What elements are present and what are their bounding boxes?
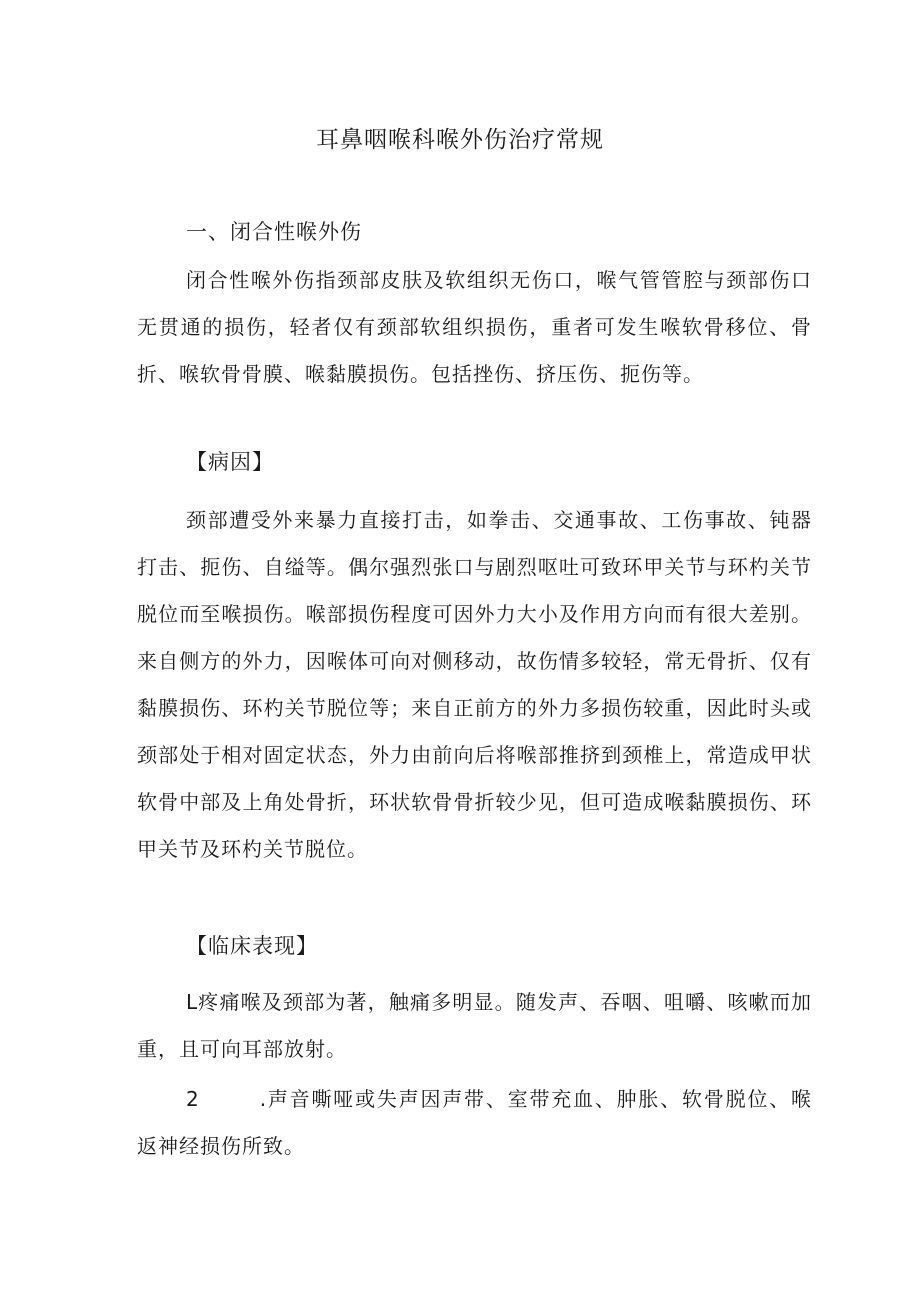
clinical-heading: 【临床表现】 xyxy=(186,934,318,958)
etiology-paragraph: 颈部遭受外来暴力直接打击，如拳击、交通事故、工伤事故、钝器打击、扼伤、自缢等。偶尔强烈张口与剧烈呕吐可致环甲关节与环杓关节脱位而至喉损伤。喉部损伤程度可因外力大小及作用方向而有很大差别。来自侧方的外力，因喉体可向对侧移动，故伤情多较轻，常无骨折、仅有黏膜损伤、环杓关节脱位等；来自正前方的外力多损伤较重，因此时头或颈部处于相对固定状态，外力由前向后将喉部推挤到颈椎上，常造成甲状软骨中部及上角处骨折，环状软骨骨折较少见，但可造成喉黏膜损伤、环甲关节及环杓关节脱位。 xyxy=(137,508,812,861)
clinical-item-2-number: 2 xyxy=(186,1087,200,1111)
clinical-item-2 xyxy=(137,1076,812,1170)
document-title: 耳鼻咽喉科喉外伤治疗常规 xyxy=(316,127,604,153)
clinical-item-1: L疼痛喉及颈部为著，触痛多明显。随发声、吞咽、咀嚼、咳嗽而加重，且可向耳部放射。 xyxy=(137,990,812,1061)
etiology-heading: 【病因】 xyxy=(186,450,274,474)
section-paragraph-definition: 闭合性喉外伤指颈部皮肤及软组织无伤口，喉气管管腔与颈部伤口无贯通的损伤，轻者仅有颈部软组织损伤，重者可发生喉软骨移位、骨折、喉软骨骨膜、喉黏膜损伤。包括挫伤、挤压伤、扼伤等。 xyxy=(137,268,812,386)
clinical-item-2-text: .声音嘶哑或失声因声带、室带充血、肿胀、软骨脱位、喉返神经损伤所致。 xyxy=(137,1087,812,1158)
section-heading-closed-injury: 一、闭合性喉外伤 xyxy=(186,220,362,244)
